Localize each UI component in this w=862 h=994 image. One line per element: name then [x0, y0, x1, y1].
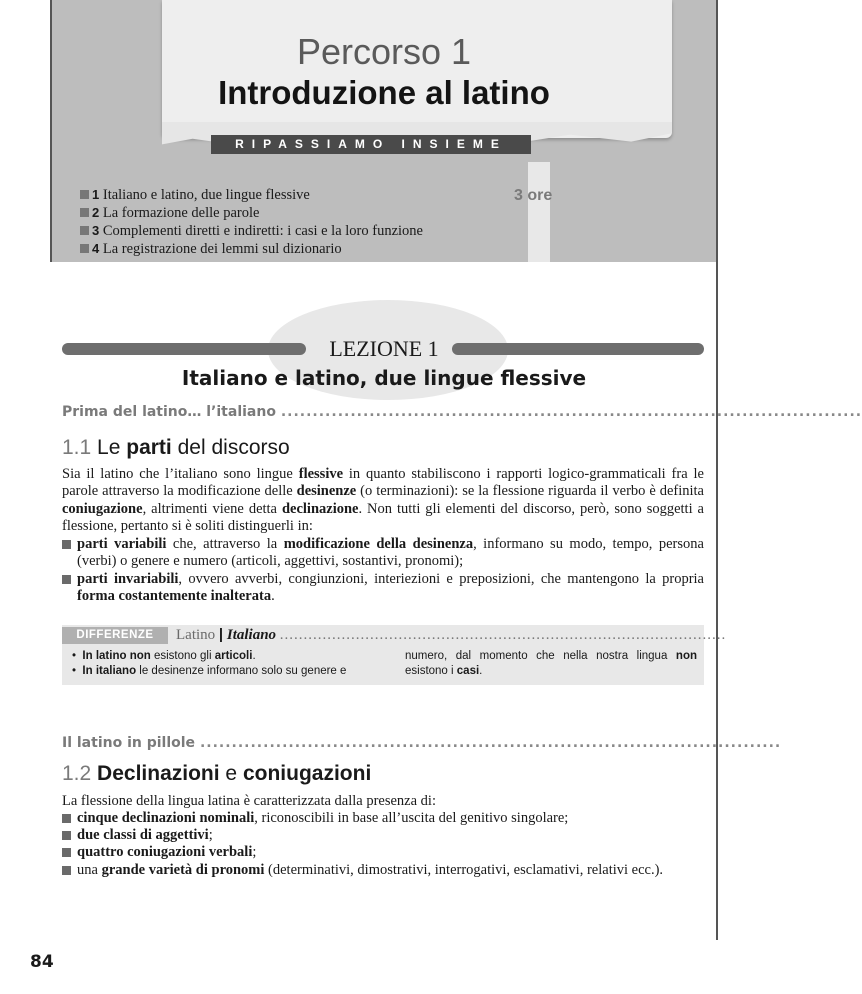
- toc-item: [80, 204, 423, 222]
- subsection-word-bold: coniugazioni: [242, 762, 372, 785]
- text: .: [479, 665, 483, 677]
- toc-text: Complementi diretti e indiretti: i casi e la loro funzione: [102, 223, 423, 239]
- differenze-right-column: [405, 649, 697, 679]
- bold-text: parti variabili: [77, 536, 167, 552]
- page-number: 84: [30, 952, 54, 972]
- bold-text: grande varietà di pronomi: [101, 862, 265, 878]
- chapter-title: Introduzione al latino: [218, 74, 550, 111]
- bold-text: parti invariabili: [77, 571, 179, 587]
- bold-text: articoli: [214, 650, 253, 662]
- lesson-label: LEZIONE 1: [329, 336, 439, 361]
- text: ;: [252, 844, 257, 860]
- subsection-word: Le: [97, 436, 121, 459]
- bold-text: casi: [456, 665, 480, 677]
- square-bullet-icon: [62, 848, 71, 857]
- subsection-word: e: [225, 762, 238, 785]
- page-border-right: [716, 0, 718, 940]
- bold-text: In italiano: [82, 665, 137, 677]
- differenze-line: • In italiano le desinenze informano solo su genere e: [72, 665, 347, 677]
- toc-item: [80, 222, 423, 240]
- toc-item: [80, 240, 423, 258]
- text: Sia il latino che l’italiano sono lingue: [62, 466, 299, 482]
- bold-text: coniugazione: [62, 500, 143, 517]
- subsection-title: [62, 762, 371, 786]
- header-divider: [528, 162, 550, 262]
- bold-text: non: [675, 650, 697, 662]
- bold-text: due classi di aggettivi: [77, 827, 209, 843]
- square-bullet-icon: [80, 190, 89, 199]
- square-bullet-icon: [62, 866, 71, 875]
- text: .: [252, 650, 256, 662]
- toc-text: La formazione delle parole: [102, 205, 260, 221]
- square-bullet-icon: [62, 540, 71, 549]
- italiano-label: Italiano: [226, 627, 277, 643]
- dot-leader: ............................................................................................: [199, 735, 782, 751]
- differenze-line: • In latino non esistono gli articoli.: [72, 650, 256, 662]
- bullet-item: [62, 536, 704, 571]
- toc-number: 2: [92, 205, 100, 220]
- text: , ovvero avverbi, congiunzioni, interiezioni e preposizioni, che mantengono la propria: [178, 571, 704, 587]
- text: in quanto stabiliscono i rapporti logico-grammaticali fra le parole attraverso la modificazione delle: [62, 466, 704, 500]
- dot-leader: ............................................................................................: [280, 404, 862, 420]
- bold-text: quattro coniugazioni verbali: [77, 844, 253, 860]
- section-heading: [62, 404, 862, 420]
- separator: |: [218, 626, 224, 643]
- text: (determinativi, dimostrativi, interrogativi, esclamativi, relativi ecc.).: [264, 862, 664, 878]
- text: che, attraverso la: [166, 536, 284, 552]
- bullet-item: [62, 571, 704, 606]
- square-bullet-icon: [62, 831, 71, 840]
- square-bullet-icon: [80, 244, 89, 253]
- paragraph: La flessione della lingua latina è caratterizzata dalla presenza di:: [62, 793, 436, 809]
- text: ;: [208, 827, 213, 843]
- bold-text: In latino non: [82, 650, 151, 662]
- subsection-word-bold: Declinazioni: [97, 762, 220, 785]
- bold-text: forma costantemente inalterata: [77, 588, 272, 605]
- section-heading-text: Il latino in pillole: [62, 735, 196, 751]
- toc-number: 4: [92, 241, 100, 256]
- square-bullet-icon: [62, 575, 71, 584]
- text: esistono gli: [150, 650, 215, 662]
- section-heading: [62, 735, 782, 751]
- paragraph: [62, 466, 704, 535]
- text: . Non tutti gli elementi del discorso, però, sono soggetti a flessione, pertanto si è soliti distinguerli in:: [62, 500, 704, 534]
- chapter-pre-title: Percorso 1: [296, 31, 472, 72]
- bullet-item: [62, 862, 704, 879]
- text: (o terminazioni): se la flessione riguarda il verbo è definita: [356, 483, 704, 500]
- differenze-line: [405, 649, 697, 664]
- text: le desinenze informano solo su genere e: [136, 665, 347, 677]
- subsection-number: 1.1: [62, 436, 92, 459]
- subsection-word: del discorso: [177, 436, 290, 459]
- lesson-title: Italiano e latino, due lingue flessive: [181, 366, 587, 390]
- latino-label: Latino: [176, 627, 216, 643]
- differenze-left-column: [72, 649, 392, 679]
- bullet-item: [62, 844, 704, 861]
- table-of-contents: [80, 186, 423, 258]
- bullet-item: [62, 827, 704, 844]
- subsection-word-bold: parti: [126, 436, 172, 459]
- text: .: [271, 588, 275, 605]
- bold-text: cinque declinazioni nominali: [77, 810, 255, 826]
- bold-text: declinazione: [281, 500, 359, 517]
- square-bullet-icon: [80, 208, 89, 217]
- dot-leader: ..............................................................................................: [279, 627, 727, 643]
- text: esistono i: [405, 665, 457, 677]
- subsection-title: [62, 436, 290, 460]
- text: , altrimenti viene detta: [142, 500, 282, 517]
- bold-text: modificazione della desinenza: [283, 536, 474, 552]
- text: , informano su modo, tempo, persona (verbi) o genere e numero (articoli, aggettivi, sostantivi, pronomi);: [77, 536, 704, 570]
- toc-number: 1: [92, 187, 100, 202]
- toc-item: [80, 186, 423, 204]
- differenze-heading: [176, 626, 727, 644]
- text: una: [77, 862, 102, 878]
- differenze-tag: DIFFERENZE: [62, 627, 168, 644]
- square-bullet-icon: [62, 814, 71, 823]
- section-heading-text: Prima del latino… l’italiano: [62, 404, 276, 420]
- square-bullet-icon: [80, 226, 89, 235]
- toc-number: 3: [92, 223, 100, 238]
- toc-text: Italiano e latino, due lingue flessive: [102, 187, 310, 203]
- bold-text: flessive: [298, 466, 344, 482]
- bullet-item: [62, 810, 704, 827]
- ripassiamo-band: RIPASSIAMO INSIEME: [211, 135, 531, 154]
- toc-text: La registrazione dei lemmi sul dizionario: [102, 241, 342, 257]
- subsection-number: 1.2: [62, 762, 92, 785]
- text: numero, dal momento che nella nostra lingua: [405, 650, 676, 662]
- bold-text: desinenze: [296, 483, 357, 500]
- differenze-line: [405, 664, 697, 679]
- text: , riconoscibili in base all’uscita del genitivo singolare;: [254, 810, 569, 826]
- time-estimate: 3 ore: [514, 187, 553, 204]
